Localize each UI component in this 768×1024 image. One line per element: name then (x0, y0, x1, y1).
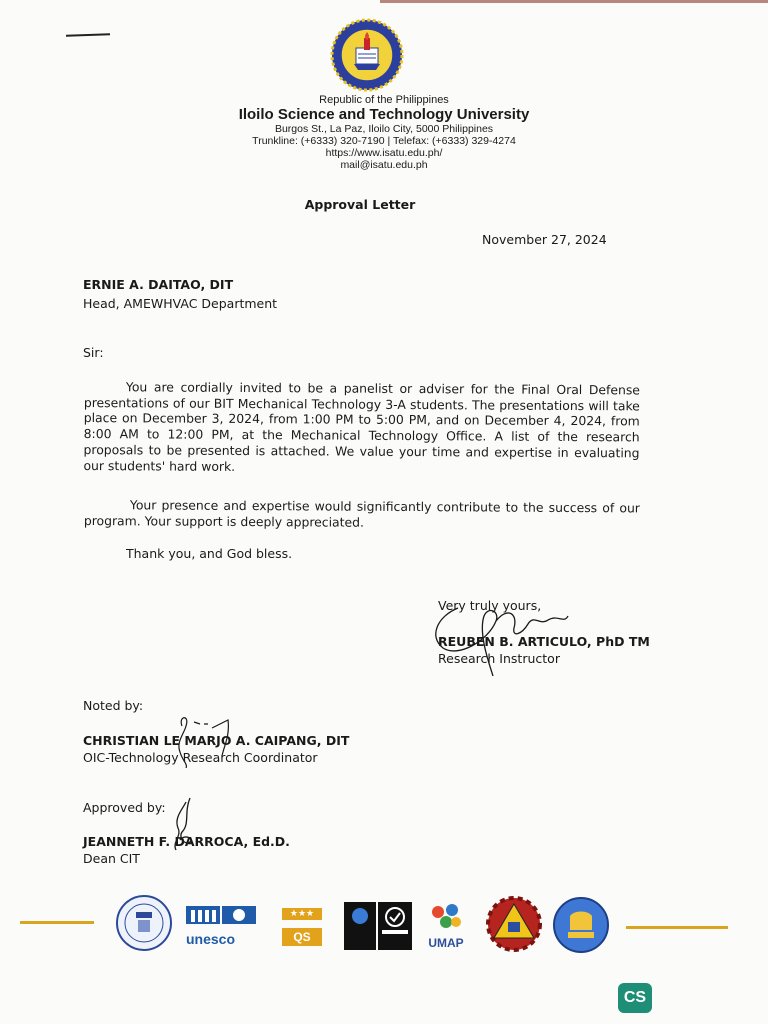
header-email: mail@isatu.edu.ph (340, 159, 428, 171)
closing-line: Thank you, and God bless. (126, 546, 293, 561)
unesco-logo (184, 902, 260, 950)
approved-by-signature (160, 794, 210, 856)
sender-name: REUBEN B. ARTICULO, PhD TM (438, 634, 650, 649)
header-university-name: Iloilo Science and Technology University (238, 106, 530, 123)
umap-wordmark: UMAP (428, 936, 464, 950)
stars-icon: ★★★ (282, 908, 322, 920)
umap-emblem-icon (424, 900, 468, 932)
aacccup-logo (552, 896, 610, 954)
approved-by-title: Dean CIT (83, 851, 140, 866)
sender-signature (418, 586, 588, 678)
approved-by-label: Approved by: (83, 800, 166, 815)
letter-date: November 27, 2024 (482, 232, 607, 247)
recipient-name: ERNIE A. DAITAO, DIT (83, 277, 234, 292)
cdl-seal-logo (114, 894, 174, 952)
engineering-gear-logo (484, 892, 544, 954)
noted-by-title: OIC-Technology Research Coordinator (83, 750, 318, 765)
unesco-emblem-icon (184, 902, 260, 928)
qs-wordmark: QS (282, 928, 322, 946)
complimentary-close: Very truly yours, (438, 598, 542, 613)
unesco-wordmark: unesco (186, 931, 236, 947)
recipient-title: Head, AMEWHVAC Department (83, 296, 278, 311)
noted-by-signature (168, 712, 258, 768)
qs-stars-logo (282, 902, 322, 952)
corner-mark (66, 33, 110, 37)
header-website: https://www.isatu.edu.ph/ (325, 147, 443, 159)
iso-ukas-certification-logo (342, 900, 414, 952)
approved-by-name: JEANNETH F. DARROCA, Ed.D. (83, 834, 290, 849)
header-phones: Trunkline: (+6333) 320-7190 | Telefax: (+6333) 329-4274 (252, 135, 516, 147)
footer-right-line (626, 926, 728, 929)
noted-by-name: CHRISTIAN LE MARJO A. CAIPANG, DIT (83, 733, 350, 748)
letter-subject: Approval Letter (304, 197, 416, 212)
noted-by-label: Noted by: (83, 698, 144, 713)
header-address: Burgos St., La Paz, Iloilo City, 5000 Philippines (274, 123, 494, 135)
body-paragraph-2-text: Your presence and expertise would significantly contribute to the success of our program. Your support is deeply appreciated. (83, 497, 640, 530)
salutation: Sir: (83, 345, 104, 360)
body-paragraph-1 (83, 379, 640, 477)
sender-title: Research Instructor (438, 651, 560, 666)
body-paragraph-1-text: You are cordially invited to be a panelist or adviser for the Final Oral Defense presentations of our BIT Mechanical Technology 3-A students. The presentations will take place on December 3, 2024, from 1:00 PM to 5:00 PM, and on December 4, 2024, from 8:00 AM to 12:00 PM, at the Mechanical Technology Office. A list of the research proposals to be presented is attached. We value your time and expertise in evaluating our students' hard work. (83, 379, 640, 474)
header-republic: Republic of the Philippines (319, 94, 449, 106)
body-paragraph-2 (84, 497, 640, 532)
camscanner-badge-icon: CS (618, 983, 652, 1013)
university-seal-logo (330, 18, 404, 92)
top-edge-line (380, 0, 768, 3)
footer-left-line (20, 921, 94, 924)
umap-logo (424, 900, 468, 952)
